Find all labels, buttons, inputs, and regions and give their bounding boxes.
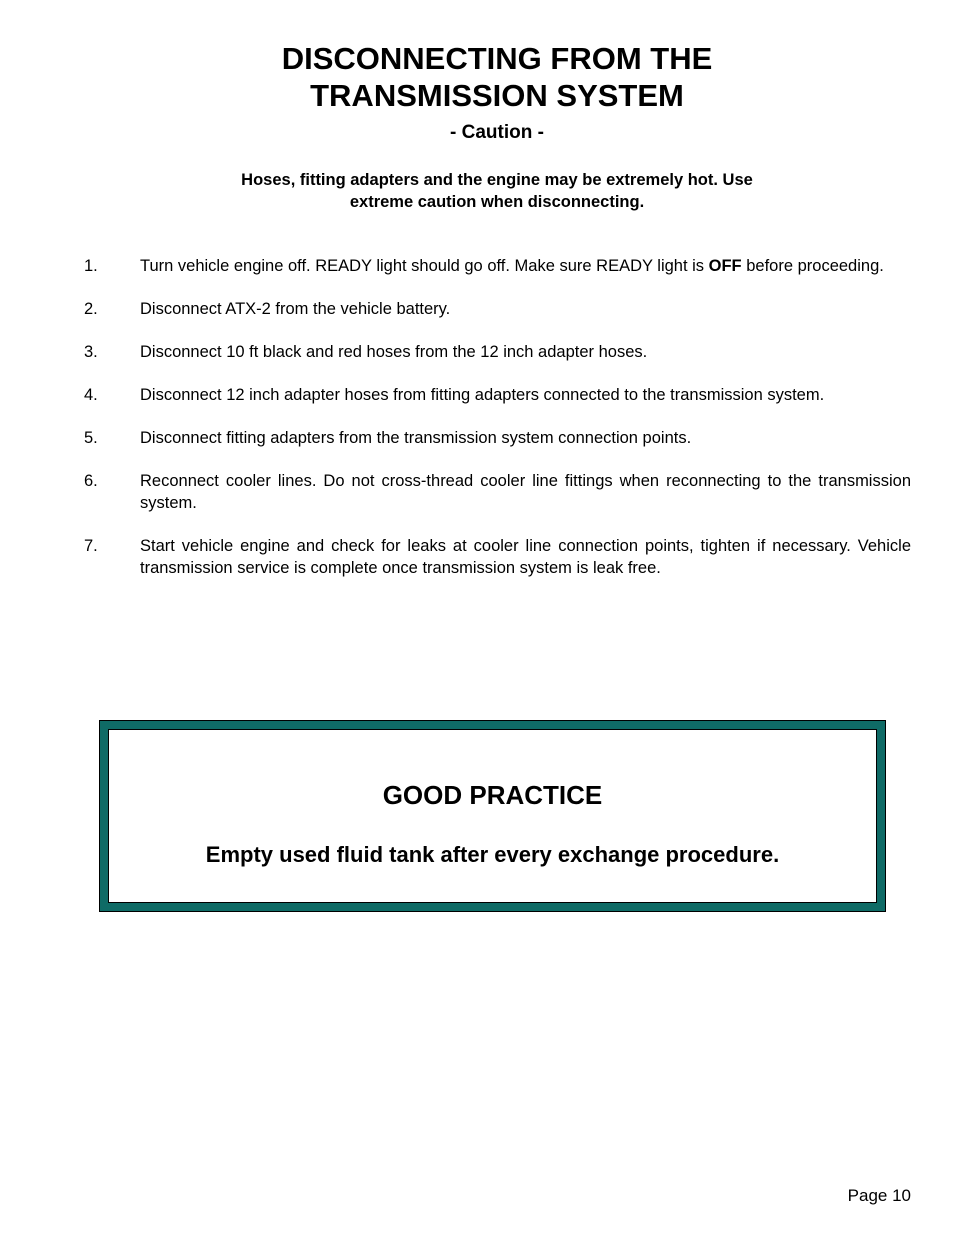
disconnect-steps-list [84,255,911,600]
step-item-2 [84,298,911,320]
page-title [0,40,954,114]
step-text: Disconnect ATX-2 from the vehicle battery. [140,300,451,318]
step-text-part: before proceeding. [741,257,884,275]
page-number: Page 10 [847,1186,911,1205]
step-text [140,257,884,275]
step-text: Disconnect fitting adapters from the transmission system connection points. [140,429,692,447]
step-text: Reconnect cooler lines. Do not cross-thread cooler line fittings when reconnecting to the transmission system. [140,472,911,512]
step-number: 4. [84,386,98,404]
step-number: 5. [84,429,98,447]
step-item-6 [84,470,911,514]
step-number: 7. [84,537,98,555]
step-item-5 [84,427,911,449]
caution-warning [0,169,954,213]
step-emphasis: OFF [708,257,742,275]
caution-warning-line-1: Hoses, fitting adapters and the engine may be extremely hot. Use [241,171,753,189]
step-text: Start vehicle engine and check for leaks at cooler line connection points, tighten if necessary. Vehicle transmission service is complete once transmission system is leak free. [140,537,911,577]
good-practice-text: Empty used fluid tank after every exchange procedure. [205,842,780,867]
step-number: 2. [84,300,98,318]
step-item-3 [84,341,911,363]
step-number: 6. [84,472,98,490]
good-practice-box [99,720,886,912]
good-practice-title: GOOD PRACTICE [382,780,603,810]
good-practice-panel [108,729,877,903]
page-title-line-2: TRANSMISSION SYSTEM [310,77,684,113]
step-number: 3. [84,343,98,361]
caution-warning-line-2: extreme caution when disconnecting. [349,193,645,211]
step-item-1 [84,255,911,277]
caution-heading: - Caution - [450,122,544,143]
page-title-line-1: DISCONNECTING FROM THE [281,40,713,76]
step-item-7 [84,535,911,579]
step-number: 1. [84,257,98,275]
step-text-part: Turn vehicle engine off. READY light should go off. Make sure READY light is [140,257,709,275]
step-item-4 [84,384,911,406]
step-text: Disconnect 10 ft black and red hoses from the 12 inch adapter hoses. [140,343,648,361]
step-text: Disconnect 12 inch adapter hoses from fitting adapters connected to the transmission system. [140,386,825,404]
